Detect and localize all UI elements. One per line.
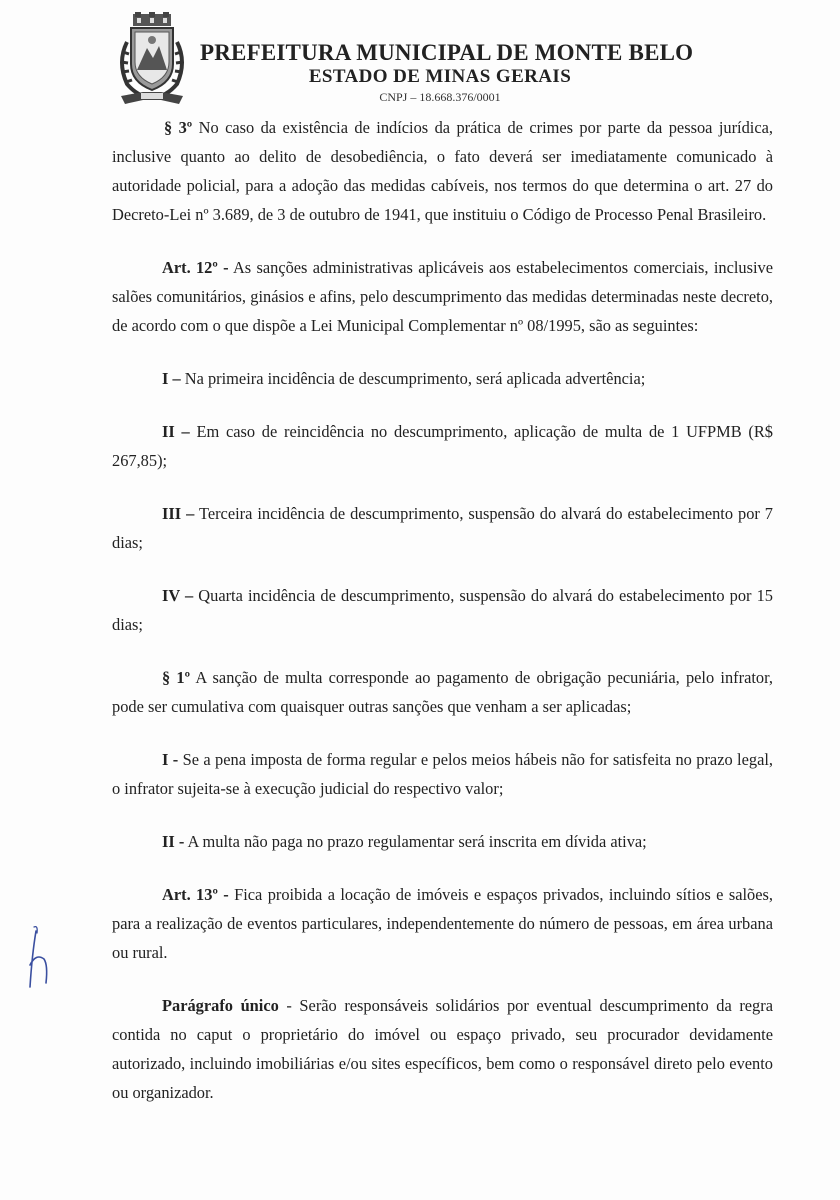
item-text: Se a pena imposta de forma regular e pelos meios hábeis não for satisfeita no prazo legal, o infrator sujeita-se à execução judicial do respectivo valor;: [112, 750, 774, 798]
article-label: Art. 12º -: [162, 258, 229, 277]
article-label: Art. 13º -: [162, 885, 229, 904]
article-text: Fica proibida a locação de imóveis e espaços privados, incluindo sítios e salões, para a realização de eventos particulares, independentemente do número de pessoas, em área urbana ou rural.: [112, 885, 773, 962]
paragraph-label: § 3º: [164, 118, 193, 137]
article-12: [112, 253, 773, 340]
article-text: As sanções administrativas aplicáveis aos estabelecimentos comerciais, inclusive salões comunitários, ginásios e afins, pelo descumprimento das medidas determinadas neste decreto, de acordo com o que dispõe a Lei Municipal Complementar nº 08/1995, são as seguintes:: [112, 258, 774, 335]
paragraph-label: § 1º: [162, 668, 191, 687]
item-label: I –: [162, 369, 181, 388]
coat-of-arms-icon: [113, 12, 191, 108]
item-ii: [112, 417, 773, 475]
item-label: III –: [162, 504, 195, 523]
item-label: IV –: [162, 586, 194, 605]
item-text: A multa não paga no prazo regulamentar será inscrita em dívida ativa;: [184, 832, 647, 851]
article-13: [112, 880, 773, 967]
item-label: I -: [162, 750, 179, 769]
paragraph-text: - Serão responsáveis solidários por eventual descumprimento da regra contida no caput o proprietário do imóvel ou espaço privado, seu procurador devidamente autorizado, incluindo imobiliárias e/ou sites específicos, bem como o responsável direto pelo evento ou organizador.: [112, 996, 773, 1102]
item-label: II -: [162, 832, 185, 851]
paragrafo-unico: [112, 991, 773, 1107]
header-title: PREFEITURA MUNICIPAL DE MONTE BELO: [200, 40, 694, 65]
paragraph-3: [112, 113, 773, 229]
header-cnpj: CNPJ – 18.668.376/0001: [379, 90, 501, 104]
item-text: Terceira incidência de descumprimento, suspensão do alvará do estabelecimento por 7 dias;: [112, 504, 773, 552]
item-iv: [112, 581, 773, 639]
item-text: Quarta incidência de descumprimento, suspensão do alvará do estabelecimento por 15 dias;: [112, 586, 773, 634]
sub-item-ii: [112, 827, 773, 856]
item-label: II –: [162, 422, 190, 441]
sub-item-i: [112, 745, 773, 803]
handwritten-initial-icon: [22, 925, 62, 995]
item-i: [112, 364, 773, 393]
paragraph-1: [112, 663, 773, 721]
item-text: Na primeira incidência de descumprimento, será aplicada advertência;: [180, 369, 646, 388]
header-subtitle: ESTADO DE MINAS GERAIS: [308, 66, 572, 87]
item-text: Em caso de reincidência no descumprimento, aplicação de multa de 1 UFPMB (R$ 267,85);: [112, 422, 773, 470]
paragraph-text: No caso da existência de indícios da prática de crimes por parte da pessoa jurídica, inclusive quanto ao delito de desobediência, o fato deverá ser imediatamente comunicado à autoridade policial, para a adoção das medidas cabíveis, nos termos do que determina o art. 27 do Decreto-Lei nº 3.689, de 3 de outubro de 1941, que instituiu o Código de Processo Penal Brasileiro.: [112, 118, 773, 224]
paragraph-text: A sanção de multa corresponde ao pagamento de obrigação pecuniária, pelo infrator, pode ser cumulativa com quaisquer outras sanções que venham a ser aplicadas;: [112, 668, 774, 716]
document-body: [112, 113, 773, 1131]
paragraph-label: Parágrafo único: [162, 996, 279, 1015]
item-iii: [112, 499, 773, 557]
